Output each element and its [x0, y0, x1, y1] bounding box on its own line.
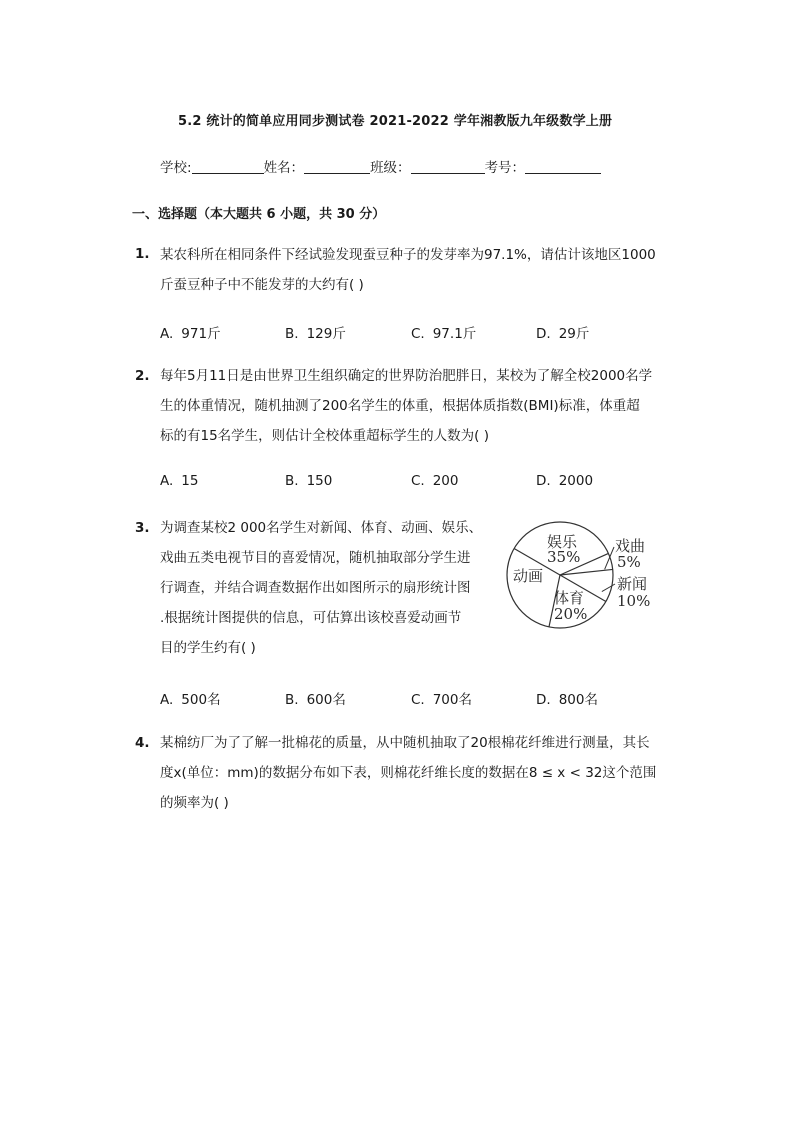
slice-label-sports: 体育	[554, 589, 585, 607]
question-line: 行调查，并结合调查数据作出如图所示的扇形统计图	[160, 580, 471, 596]
option-letter: D.	[536, 326, 551, 342]
question-number: 4.	[135, 735, 150, 751]
info-line	[160, 156, 601, 176]
option-letter: D.	[536, 473, 551, 489]
option-letter: C.	[411, 326, 425, 342]
question-text	[160, 513, 500, 663]
class-label: 班级：	[370, 160, 411, 176]
question-line: 度x(单位：mm)的数据分布如下表，则棉花纤维长度的数据在8 ≤ x < 32这个范围	[160, 765, 657, 781]
slice-label-entertainment: 娱乐	[547, 533, 578, 551]
slice-percent-sports: 20%	[554, 605, 588, 623]
school-field[interactable]	[192, 159, 264, 174]
option-text: 2000	[558, 473, 594, 489]
option-letter: D.	[536, 692, 551, 708]
question-number: 2.	[135, 368, 150, 384]
option-d[interactable]	[536, 322, 589, 342]
page-title: 5.2 统计的简单应用同步测试卷 2021-2022 学年湘教版九年级数学上册	[178, 114, 613, 129]
option-letter: C.	[411, 473, 425, 489]
option-letter: B.	[285, 326, 299, 342]
slice-percent-news: 10%	[617, 592, 651, 610]
option-text: 29斤	[558, 326, 590, 342]
name-field[interactable]	[304, 159, 370, 174]
leader-line-news	[602, 584, 615, 592]
slice-label-opera: 戏曲	[615, 537, 646, 555]
question-line: 生的体重情况，随机抽测了200名学生的体重，根据体质指数(BMI)标准，体重超	[160, 398, 640, 414]
exam-no-field[interactable]	[525, 159, 601, 174]
option-b[interactable]	[285, 688, 346, 708]
option-letter: B.	[285, 692, 299, 708]
option-text: 800名	[558, 692, 598, 708]
option-c[interactable]	[411, 688, 472, 708]
option-text: 500名	[181, 692, 221, 708]
option-d[interactable]	[536, 473, 593, 489]
option-d[interactable]	[536, 688, 598, 708]
question-line: 为调查某校2 000名学生对新闻、体育、动画、娱乐、	[160, 520, 483, 536]
question-line: .根据统计图提供的信息，可估算出该校喜爱动画节	[160, 610, 462, 626]
option-c[interactable]	[411, 322, 476, 342]
question-line: 目的学生约有( )	[160, 640, 256, 656]
exam-no-label: 考号：	[484, 160, 526, 176]
question-text	[160, 361, 680, 451]
slice-percent-entertainment: 35%	[547, 548, 581, 566]
option-letter: A.	[160, 692, 174, 708]
question-line: 某棉纺厂为了了解一批棉花的质量，从中随机抽取了20根棉花纤维进行测量，其长	[160, 735, 650, 751]
option-text: 15	[181, 473, 199, 489]
option-a[interactable]	[160, 322, 221, 342]
option-text: 97.1斤	[432, 326, 477, 342]
school-label: 学校:	[160, 160, 192, 176]
option-b[interactable]	[285, 473, 332, 489]
question-number: 3.	[135, 520, 150, 536]
option-letter: C.	[411, 692, 425, 708]
question-line: 某农科所在相同条件下经试验发现蚕豆种子的发芽率为97.1%，请估计该地区1000	[160, 247, 656, 263]
option-a[interactable]	[160, 688, 221, 708]
question-line: 每年5月11日是由世界卫生组织确定的世界防治肥胖日，某校为了解全校2000名学	[160, 368, 653, 384]
question-line: 标的有15名学生，则估计全校体重超标学生的人数为( )	[160, 428, 490, 444]
option-b[interactable]	[285, 322, 346, 342]
class-field[interactable]	[411, 159, 485, 174]
question-text	[160, 240, 680, 300]
name-label: 姓名：	[263, 160, 305, 176]
question-line: 斤蚕豆种子中不能发芽的大约有( )	[160, 277, 364, 293]
section-heading: 一、选择题（本大题共 6 小题，共 30 分）	[132, 207, 386, 222]
question-number: 1.	[135, 246, 150, 262]
option-text: 700名	[432, 692, 472, 708]
question-line: 戏曲五类电视节目的喜爱情况，随机抽取部分学生进	[160, 550, 471, 566]
option-text: 150	[306, 473, 333, 489]
option-letter: B.	[285, 473, 299, 489]
question-text	[160, 728, 680, 818]
slice-label-news: 新闻	[617, 575, 648, 593]
option-letter: A.	[160, 473, 174, 489]
slice-label-animation: 动画	[513, 567, 544, 585]
pie-chart-svg	[503, 517, 663, 633]
pie-chart	[503, 517, 663, 633]
option-c[interactable]	[411, 473, 459, 489]
option-text: 200	[432, 473, 459, 489]
option-letter: A.	[160, 326, 174, 342]
option-a[interactable]	[160, 473, 198, 489]
option-text: 129斤	[306, 326, 346, 342]
pie-slice-boundary-news-sports	[560, 569, 613, 575]
option-text: 600名	[306, 692, 346, 708]
slice-percent-opera: 5%	[617, 553, 641, 571]
option-text: 971斤	[181, 326, 221, 342]
question-line: 的频率为( )	[160, 795, 229, 811]
